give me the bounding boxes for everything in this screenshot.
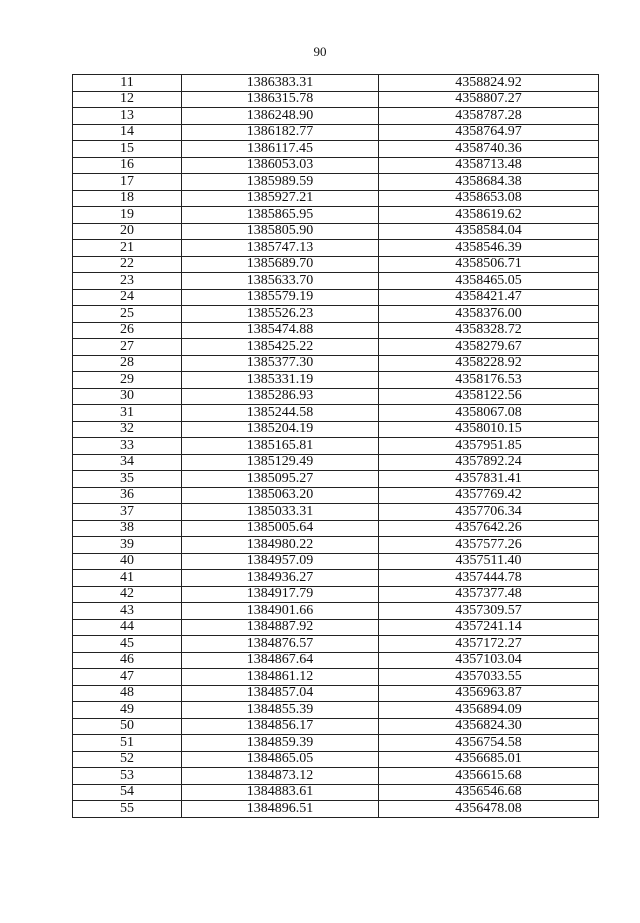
y-coordinate-cell: 4358122.56	[379, 388, 599, 405]
x-coordinate-cell: 1384936.27	[182, 570, 379, 587]
x-coordinate-cell: 1385095.27	[182, 471, 379, 488]
y-coordinate-cell: 4357172.27	[379, 636, 599, 653]
point-number-cell: 16	[73, 157, 182, 174]
table-row	[73, 108, 599, 125]
point-number-cell: 20	[73, 223, 182, 240]
y-coordinate-cell: 4358328.72	[379, 322, 599, 339]
y-coordinate-cell: 4358787.28	[379, 108, 599, 125]
x-coordinate-cell: 1384867.64	[182, 652, 379, 669]
table-row	[73, 289, 599, 306]
table-row	[73, 652, 599, 669]
table-row	[73, 603, 599, 620]
x-coordinate-cell: 1385425.22	[182, 339, 379, 356]
x-coordinate-cell: 1385865.95	[182, 207, 379, 224]
table-row	[73, 339, 599, 356]
x-coordinate-cell: 1385633.70	[182, 273, 379, 290]
x-coordinate-cell: 1384876.57	[182, 636, 379, 653]
x-coordinate-cell: 1384873.12	[182, 768, 379, 785]
table-row	[73, 190, 599, 207]
table-row	[73, 801, 599, 818]
table-row	[73, 157, 599, 174]
point-number-cell: 18	[73, 190, 182, 207]
y-coordinate-cell: 4358067.08	[379, 405, 599, 422]
point-number-cell: 35	[73, 471, 182, 488]
y-coordinate-cell: 4357377.48	[379, 586, 599, 603]
table-row	[73, 355, 599, 372]
table-row	[73, 537, 599, 554]
x-coordinate-cell: 1385474.88	[182, 322, 379, 339]
x-coordinate-cell: 1386053.03	[182, 157, 379, 174]
table-row	[73, 784, 599, 801]
x-coordinate-cell: 1384896.51	[182, 801, 379, 818]
table-row	[73, 91, 599, 108]
y-coordinate-cell: 4358465.05	[379, 273, 599, 290]
point-number-cell: 25	[73, 306, 182, 323]
y-coordinate-cell: 4357831.41	[379, 471, 599, 488]
x-coordinate-cell: 1385129.49	[182, 454, 379, 471]
point-number-cell: 40	[73, 553, 182, 570]
x-coordinate-cell: 1384856.17	[182, 718, 379, 735]
point-number-cell: 29	[73, 372, 182, 389]
table-row	[73, 487, 599, 504]
point-number-cell: 55	[73, 801, 182, 818]
table-row	[73, 520, 599, 537]
x-coordinate-cell: 1385747.13	[182, 240, 379, 257]
x-coordinate-cell: 1384887.92	[182, 619, 379, 636]
y-coordinate-cell: 4357444.78	[379, 570, 599, 587]
y-coordinate-cell: 4356894.09	[379, 702, 599, 719]
y-coordinate-cell: 4357892.24	[379, 454, 599, 471]
point-number-cell: 21	[73, 240, 182, 257]
table-row	[73, 306, 599, 323]
table-row	[73, 504, 599, 521]
point-number-cell: 27	[73, 339, 182, 356]
point-number-cell: 53	[73, 768, 182, 785]
point-number-cell: 38	[73, 520, 182, 537]
x-coordinate-cell: 1384917.79	[182, 586, 379, 603]
x-coordinate-cell: 1385331.19	[182, 372, 379, 389]
y-coordinate-cell: 4356546.68	[379, 784, 599, 801]
x-coordinate-cell: 1385033.31	[182, 504, 379, 521]
y-coordinate-cell: 4356685.01	[379, 751, 599, 768]
table-row	[73, 454, 599, 471]
x-coordinate-cell: 1384865.05	[182, 751, 379, 768]
x-coordinate-cell: 1384980.22	[182, 537, 379, 554]
x-coordinate-cell: 1384861.12	[182, 669, 379, 686]
point-number-cell: 33	[73, 438, 182, 455]
y-coordinate-cell: 4358421.47	[379, 289, 599, 306]
x-coordinate-cell: 1384859.39	[182, 735, 379, 752]
table-row	[73, 207, 599, 224]
x-coordinate-cell: 1385165.81	[182, 438, 379, 455]
table-row	[73, 570, 599, 587]
point-number-cell: 32	[73, 421, 182, 438]
y-coordinate-cell: 4358228.92	[379, 355, 599, 372]
point-number-cell: 24	[73, 289, 182, 306]
x-coordinate-cell: 1386248.90	[182, 108, 379, 125]
x-coordinate-cell: 1385286.93	[182, 388, 379, 405]
table-row	[73, 718, 599, 735]
x-coordinate-cell: 1385689.70	[182, 256, 379, 273]
x-coordinate-cell: 1386315.78	[182, 91, 379, 108]
y-coordinate-cell: 4357241.14	[379, 619, 599, 636]
page-number: 90	[313, 44, 327, 59]
y-coordinate-cell: 4357577.26	[379, 537, 599, 554]
y-coordinate-cell: 4358176.53	[379, 372, 599, 389]
point-number-cell: 19	[73, 207, 182, 224]
point-number-cell: 12	[73, 91, 182, 108]
coordinate-table-body	[73, 75, 599, 818]
point-number-cell: 48	[73, 685, 182, 702]
y-coordinate-cell: 4356615.68	[379, 768, 599, 785]
table-row	[73, 669, 599, 686]
x-coordinate-cell: 1385989.59	[182, 174, 379, 191]
x-coordinate-cell: 1385526.23	[182, 306, 379, 323]
table-row	[73, 438, 599, 455]
point-number-cell: 28	[73, 355, 182, 372]
x-coordinate-cell: 1386383.31	[182, 75, 379, 92]
y-coordinate-cell: 4356963.87	[379, 685, 599, 702]
point-number-cell: 41	[73, 570, 182, 587]
table-row	[73, 553, 599, 570]
point-number-cell: 44	[73, 619, 182, 636]
point-number-cell: 23	[73, 273, 182, 290]
table-row	[73, 421, 599, 438]
table-row	[73, 735, 599, 752]
y-coordinate-cell: 4356824.30	[379, 718, 599, 735]
y-coordinate-cell: 4358546.39	[379, 240, 599, 257]
table-row	[73, 636, 599, 653]
point-number-cell: 49	[73, 702, 182, 719]
point-number-cell: 22	[73, 256, 182, 273]
y-coordinate-cell: 4357769.42	[379, 487, 599, 504]
point-number-cell: 37	[73, 504, 182, 521]
table-row	[73, 240, 599, 257]
x-coordinate-cell: 1385805.90	[182, 223, 379, 240]
y-coordinate-cell: 4358824.92	[379, 75, 599, 92]
y-coordinate-cell: 4357309.57	[379, 603, 599, 620]
point-number-cell: 45	[73, 636, 182, 653]
x-coordinate-cell: 1386117.45	[182, 141, 379, 158]
x-coordinate-cell: 1385063.20	[182, 487, 379, 504]
y-coordinate-cell: 4358279.67	[379, 339, 599, 356]
point-number-cell: 13	[73, 108, 182, 125]
y-coordinate-cell: 4358713.48	[379, 157, 599, 174]
point-number-cell: 17	[73, 174, 182, 191]
point-number-cell: 47	[73, 669, 182, 686]
point-number-cell: 11	[73, 75, 182, 92]
x-coordinate-cell: 1384883.61	[182, 784, 379, 801]
y-coordinate-cell: 4358653.08	[379, 190, 599, 207]
table-row	[73, 405, 599, 422]
x-coordinate-cell: 1384957.09	[182, 553, 379, 570]
table-row	[73, 751, 599, 768]
table-row	[73, 685, 599, 702]
y-coordinate-cell: 4358619.62	[379, 207, 599, 224]
point-number-cell: 30	[73, 388, 182, 405]
y-coordinate-cell: 4358506.71	[379, 256, 599, 273]
y-coordinate-cell: 4357642.26	[379, 520, 599, 537]
y-coordinate-cell: 4357706.34	[379, 504, 599, 521]
point-number-cell: 54	[73, 784, 182, 801]
table-row	[73, 619, 599, 636]
point-number-cell: 46	[73, 652, 182, 669]
y-coordinate-cell: 4358376.00	[379, 306, 599, 323]
point-number-cell: 51	[73, 735, 182, 752]
y-coordinate-cell: 4358584.04	[379, 223, 599, 240]
y-coordinate-cell: 4358010.15	[379, 421, 599, 438]
y-coordinate-cell: 4357033.55	[379, 669, 599, 686]
table-row	[73, 388, 599, 405]
x-coordinate-cell: 1385204.19	[182, 421, 379, 438]
table-row	[73, 273, 599, 290]
x-coordinate-cell: 1385377.30	[182, 355, 379, 372]
point-number-cell: 15	[73, 141, 182, 158]
table-row	[73, 124, 599, 141]
x-coordinate-cell: 1384855.39	[182, 702, 379, 719]
y-coordinate-cell: 4357511.40	[379, 553, 599, 570]
table-row	[73, 223, 599, 240]
y-coordinate-cell: 4357951.85	[379, 438, 599, 455]
x-coordinate-cell: 1385927.21	[182, 190, 379, 207]
table-row	[73, 471, 599, 488]
table-row	[73, 322, 599, 339]
table-row	[73, 174, 599, 191]
x-coordinate-cell: 1384901.66	[182, 603, 379, 620]
y-coordinate-cell: 4357103.04	[379, 652, 599, 669]
point-number-cell: 34	[73, 454, 182, 471]
point-number-cell: 14	[73, 124, 182, 141]
y-coordinate-cell: 4358764.97	[379, 124, 599, 141]
point-number-cell: 43	[73, 603, 182, 620]
x-coordinate-cell: 1386182.77	[182, 124, 379, 141]
point-number-cell: 50	[73, 718, 182, 735]
y-coordinate-cell: 4356754.58	[379, 735, 599, 752]
x-coordinate-cell: 1384857.04	[182, 685, 379, 702]
table-row	[73, 141, 599, 158]
point-number-cell: 31	[73, 405, 182, 422]
table-row	[73, 372, 599, 389]
point-number-cell: 36	[73, 487, 182, 504]
table-row	[73, 702, 599, 719]
x-coordinate-cell: 1385244.58	[182, 405, 379, 422]
coordinate-table	[72, 74, 599, 818]
table-row	[73, 768, 599, 785]
table-row	[73, 256, 599, 273]
y-coordinate-cell: 4356478.08	[379, 801, 599, 818]
point-number-cell: 39	[73, 537, 182, 554]
y-coordinate-cell: 4358807.27	[379, 91, 599, 108]
y-coordinate-cell: 4358740.36	[379, 141, 599, 158]
table-row	[73, 75, 599, 92]
x-coordinate-cell: 1385005.64	[182, 520, 379, 537]
point-number-cell: 42	[73, 586, 182, 603]
table-row	[73, 586, 599, 603]
y-coordinate-cell: 4358684.38	[379, 174, 599, 191]
point-number-cell: 52	[73, 751, 182, 768]
point-number-cell: 26	[73, 322, 182, 339]
x-coordinate-cell: 1385579.19	[182, 289, 379, 306]
